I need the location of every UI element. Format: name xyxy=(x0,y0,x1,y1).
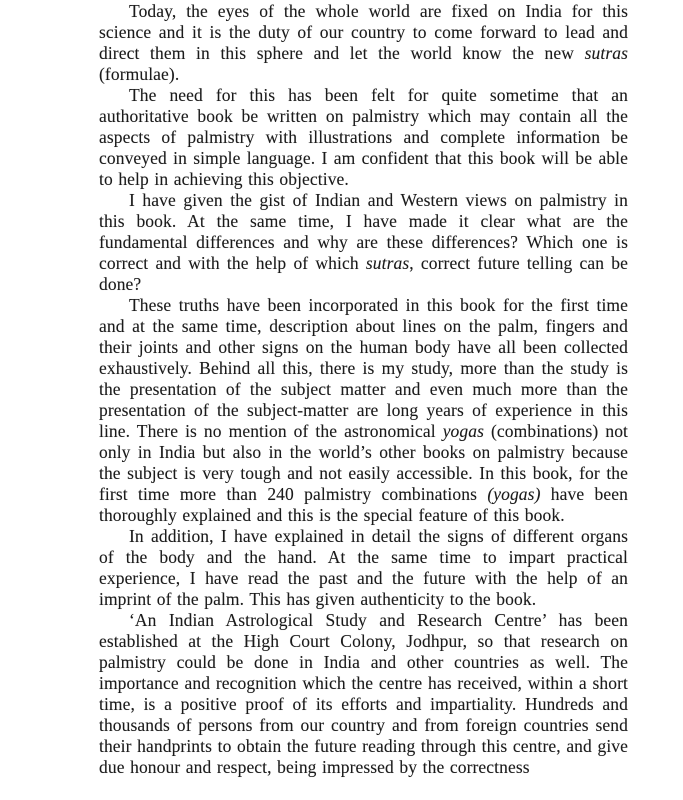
text-run: (combinations) not only in India but also in the world’s other books on palmistry because the subject is very tough and not easily accessible. In this book, for the first time more than 240 palmistry combinations xyxy=(99,421,629,504)
text-run: Today, the eyes of the whole world are fixed on India for this science and it is the duty of our country to come forward to lead and direct them in this sphere and let the world know the new xyxy=(99,1,628,63)
italic-term: sutras xyxy=(584,43,628,63)
paragraph xyxy=(99,610,628,778)
paragraph xyxy=(99,1,628,85)
page-text xyxy=(99,1,628,778)
paragraph xyxy=(99,526,628,610)
text-run: In addition, I have explained in detail the signs of different organs of the body and the hand. At the same time to impart practical experience, I have read the past and the future with the help of an imprint of the palm. This has given authenticity to the book. xyxy=(99,526,628,609)
text-run: (formulae). xyxy=(99,64,180,84)
italic-term: sutras xyxy=(365,253,410,273)
italic-term: yogas xyxy=(442,421,485,441)
text-run: I have given the gist of Indian and Western views on palmistry in this book. At the same time, I have made it clear what are the fundamental differences and why are these differences? Which one is correct and with the help of which xyxy=(99,190,628,273)
italic-term: (yogas) xyxy=(487,484,541,504)
text-run: have been thoroughly explained and this is the special feature of this book. xyxy=(99,484,628,525)
paragraph xyxy=(99,295,628,526)
text-run: , correct future telling can be done? xyxy=(99,253,628,294)
text-run: ‘An Indian Astrological Study and Research Centre’ has been established at the High Court Colony, Jodhpur, so that research on palmistry could be done in India and other countries as well. The importance and recognition which the centre has received, within a short time, is a positive proof of its efforts and impartiality. Hundreds and thousands of persons from our country and from foreign countries send their handprints to obtain the future reading through this centre, and give due honour and respect, being impressed by the correctness xyxy=(99,610,628,777)
paragraph xyxy=(99,85,628,190)
text-run: These truths have been incorporated in this book for the first time and at the same time, description about lines on the palm, fingers and their joints and other signs on the human body have all been collected exhaustively. Behind all this, there is my study, more than the study is the presentation of the subject matter and even much more than the presentation of the subject-matter are long years of experience in this line. There is no mention of the astronomical xyxy=(99,295,628,441)
text-run: The need for this has been felt for quite sometime that an authoritative book be written on palmistry which may contain all the aspects of palmistry with illustrations and complete information be conveyed in simple language. I am confident that this book will be able to help in achieving this objective. xyxy=(99,85,628,189)
paragraph xyxy=(99,190,628,295)
